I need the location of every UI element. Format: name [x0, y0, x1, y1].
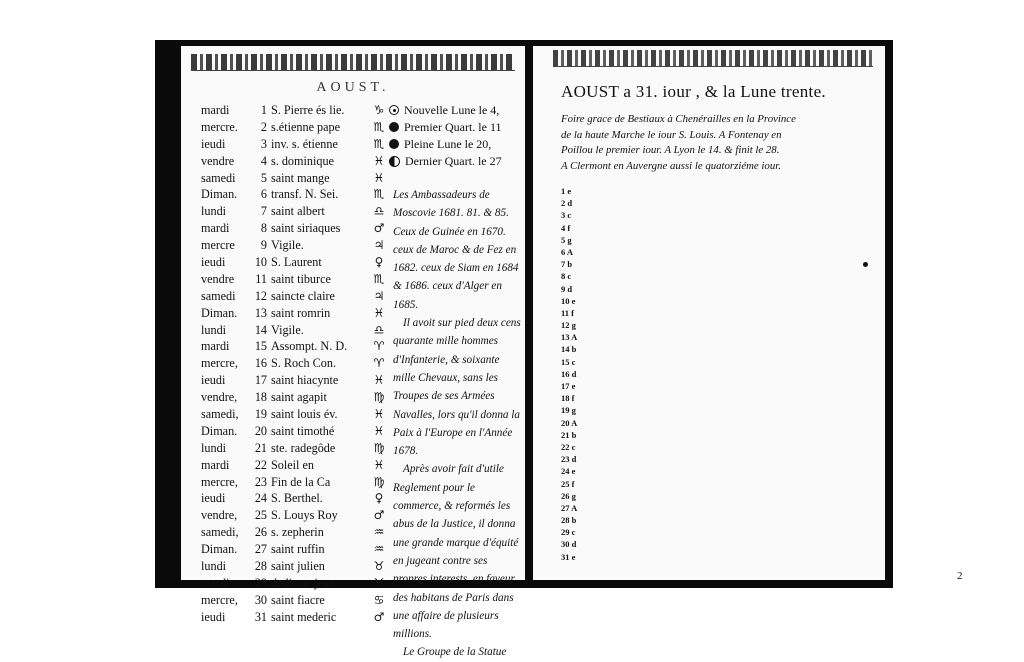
calendar-row: [201, 254, 361, 271]
weekday: ieudi: [201, 491, 226, 506]
day-number: 26: [254, 525, 267, 540]
day-letter: 22 c: [561, 441, 576, 452]
calendar-row: [201, 440, 361, 457]
first-moon-icon: [389, 122, 399, 132]
saint-name: saint ruffin: [271, 542, 325, 557]
zodiac-sign-icon: ♍: [373, 474, 385, 489]
saint-name: Vigile.: [271, 238, 304, 253]
weekday: ieudi: [201, 255, 226, 270]
zodiac-sign-icon: ♏: [373, 119, 385, 134]
day-number: 15: [254, 339, 267, 354]
zodiac-sign-icon: ♍: [373, 440, 385, 455]
weekday: vendre,: [201, 390, 238, 405]
calendar-row: [201, 338, 361, 355]
calendar-list: [201, 102, 361, 626]
calendar-row: [201, 220, 361, 237]
moon-phase-label: Nouvelle Lune le 4,: [404, 103, 500, 117]
day-letter: 4 f: [561, 222, 571, 233]
day-number: 2: [260, 119, 267, 134]
day-letter: 27 A: [561, 502, 578, 513]
saint-name: s. zepherin: [271, 525, 324, 540]
day-letter: 10 e: [561, 295, 576, 306]
day-number: 21: [254, 440, 267, 455]
page-title: AOUST a 31. iour , & la Lune trente.: [561, 82, 826, 101]
day-number: 31: [254, 609, 267, 624]
weekday: mardi: [201, 221, 230, 236]
weekday: mercre,: [201, 474, 238, 489]
weekday: mercre,: [201, 356, 238, 371]
calendar-row: [201, 322, 361, 339]
weekday: mardi: [201, 457, 230, 472]
day-number: 17: [254, 373, 267, 388]
note-reglement: Après avoir fait d'utile Reglement pour le commerce, & reformés les abus de la Justice, il donna une grande marque d'équité en jugeant contre ses propres interests, en faveur des habitans de Paris dans une affaire de plusieurs millions.: [393, 463, 519, 641]
day-letter: 17 e: [561, 381, 576, 391]
zodiac-sign-icon: ♎: [373, 204, 385, 219]
zodiac-sign-icon: ♓: [373, 407, 385, 422]
day-letter: 11 f: [561, 307, 574, 318]
calendar-row: [201, 305, 361, 322]
day-letter: 5 g: [561, 234, 572, 245]
day-letter: 2 d: [561, 198, 573, 209]
weekday: vendre: [201, 153, 235, 168]
day-letter: 8 c: [561, 271, 572, 282]
day-number: 14: [254, 322, 267, 337]
saint-name: Soleil en: [271, 457, 314, 472]
moon-phase-row: [389, 119, 529, 136]
day-number: 22: [254, 457, 267, 472]
calendar-row: [201, 203, 361, 220]
zodiac-sign-icon: ♉: [373, 559, 385, 574]
page-number: 2: [957, 570, 963, 582]
zodiac-sign-icon: ♈: [373, 339, 385, 354]
ornamental-border: [553, 50, 873, 67]
note-groupe: Le Groupe de la Statue: [403, 646, 507, 659]
day-number: 12: [254, 288, 267, 303]
moon-phase-label: Pleine Lune le 20,: [404, 136, 492, 151]
saint-name: saint mange: [271, 170, 330, 185]
right-page: [533, 46, 963, 582]
calendar-row: [201, 237, 361, 254]
full-moon-icon: [389, 139, 399, 149]
calendar-row: [201, 119, 361, 136]
day-letter: 29 c: [561, 527, 576, 538]
calendar-row: [201, 355, 361, 372]
weekday: lundi: [201, 559, 227, 574]
calendar-row: [201, 406, 361, 423]
saint-name: Assompt. N. D.: [271, 339, 348, 354]
zodiac-sign-icon: ♑: [373, 103, 385, 117]
fair-line: de la haute Marche le iour S. Louis. A Fontenay en: [561, 128, 782, 141]
calendar-row: [201, 170, 361, 187]
saint-name: inv. s. étienne: [271, 136, 338, 151]
weekday: samedi: [201, 288, 236, 303]
saint-name: saint romrin: [271, 305, 331, 320]
weekday: mardi: [201, 575, 230, 590]
saint-name: S. Berthel.: [271, 491, 323, 506]
weekday: vendre: [201, 271, 235, 286]
weekday: ieudi: [201, 136, 226, 151]
fair-line: Poillou le premier iour. A Lyon le 14. & finit le 28.: [561, 144, 780, 157]
saint-name: saint hiacynte: [271, 373, 339, 388]
day-letter: 26 g: [561, 490, 576, 501]
note-maroc: ceux de Maroc & de Fez en 1682. ceux de Siam en 1684 & 1686. ceux d'Alger en 1685.: [393, 243, 519, 311]
day-letter: 6 A: [561, 246, 574, 257]
weekday: mardi: [201, 103, 230, 117]
calendar-row: [201, 136, 361, 153]
calendar-row: [201, 474, 361, 491]
day-letter: 14 b: [561, 344, 577, 355]
note-armies: Il avoit sur pied deux cens quarante mille hommes d'Infanterie, & soixante mille Chevaux, sans les Troupes de ses Armées Navalles, lors qu'il donna la Paix à l'Europe en l'Année 1678.: [393, 317, 521, 458]
day-letter: 9 d: [561, 283, 573, 294]
saint-name: saint fiacre: [271, 592, 325, 607]
zodiac-sign-icon: ♓: [373, 153, 385, 168]
zodiac-sign-icon: ♍: [373, 390, 385, 405]
zodiac-sign-icon: ♈: [373, 356, 385, 371]
day-number: 20: [254, 423, 267, 438]
saint-name: transf. N. Sei.: [271, 187, 339, 202]
calendar-row: [201, 609, 361, 626]
day-number: 11: [255, 271, 267, 286]
note-ambassadors: Les Ambassadeurs de Moscovie 1681. 81. & 85.: [393, 189, 509, 220]
saint-name: saint siriaques: [271, 221, 341, 236]
saint-name: saint louis év.: [271, 407, 338, 422]
saint-name: saint julien: [271, 559, 325, 574]
saint-name: saincte claire: [271, 288, 335, 303]
saint-name: saint agapit: [271, 390, 327, 405]
moon-phase-label: Premier Quart. le 11: [404, 119, 502, 134]
zodiac-sign-icon: ♏: [373, 136, 385, 151]
calendar-row: [201, 575, 361, 592]
weekday: mercre,: [201, 592, 238, 607]
zodiac-sign-icon: ♀: [374, 491, 384, 506]
fair-note: [561, 112, 881, 175]
weekday: samedi,: [201, 525, 239, 540]
day-number: 4: [260, 153, 267, 168]
zodiac-sign-icon: ♋: [373, 592, 385, 607]
day-letter: 15 c: [561, 356, 576, 367]
moon-phase-row: [389, 136, 529, 153]
fair-line: Foire grace de Bestiaux à Chenérailles en la Province: [561, 113, 796, 125]
weekday: lundi: [201, 322, 227, 337]
day-number: 27: [254, 542, 267, 557]
saint-name: ste. radegôde: [271, 440, 336, 455]
calendar-row: [201, 507, 361, 524]
saint-name: S. Laurent: [271, 255, 322, 270]
weekday: mercre: [201, 238, 235, 253]
saint-name: saint timothé: [271, 423, 335, 438]
zodiac-sign-icon: ♉: [373, 575, 385, 590]
zodiac-sign-icon: ♓: [373, 423, 385, 438]
weekday: ieudi: [201, 373, 226, 388]
day-number: 25: [254, 508, 267, 523]
ornamental-border: [191, 54, 515, 71]
zodiac-sign-icon: ♎: [373, 322, 385, 337]
weekday: lundi: [201, 440, 227, 455]
day-number: 10: [254, 255, 267, 270]
saint-name: s.étienne pape: [271, 119, 341, 134]
zodiac-sign-icon: ♏: [373, 271, 385, 286]
calendar-row: [201, 102, 361, 119]
day-letter: 28 b: [561, 515, 577, 526]
day-letter: 3 c: [561, 210, 572, 221]
day-letter: 31 e: [561, 551, 576, 562]
calendar-row: [201, 153, 361, 170]
moon-phase-label: Dernier Quart. le 27: [405, 153, 502, 168]
saint-name: Fin de la Ca: [271, 474, 331, 489]
day-letter: 25 f: [561, 478, 575, 489]
saint-name: saint albert: [271, 204, 325, 219]
day-letter: 12 g: [561, 320, 576, 331]
calendar-row: [201, 288, 361, 305]
zodiac-sign-icon: ♓: [373, 170, 385, 185]
weekday: mardi: [201, 339, 230, 354]
note-guinee: Ceux de Guinée en 1670.: [393, 225, 506, 238]
zodiac-sign-icon: ♃: [373, 288, 385, 303]
calendar-row: [201, 457, 361, 474]
moon-phase-row: [389, 102, 529, 119]
day-letter: 13 A: [561, 332, 578, 343]
weekday: ieudi: [201, 609, 226, 624]
calendar-row: [201, 490, 361, 507]
weekday: Diman.: [201, 542, 238, 557]
day-number: 19: [254, 407, 267, 422]
day-number: 29: [254, 575, 267, 590]
weekday: Diman.: [201, 305, 238, 320]
weekday: mercre.: [201, 119, 238, 134]
weekday: Diman.: [201, 423, 238, 438]
zodiac-sign-icon: ♓: [373, 457, 385, 472]
zodiac-sign-icon: ♓: [373, 373, 385, 388]
day-letter: 18 f: [561, 393, 575, 404]
calendar-row: [201, 524, 361, 541]
ink-spot: [863, 262, 868, 267]
zodiac-signs-column: [370, 102, 388, 626]
moon-phase-row: [389, 153, 529, 170]
day-letter: 21 b: [561, 429, 577, 440]
day-number: 24: [254, 491, 267, 506]
saint-name: dedic. s. jean: [271, 575, 335, 590]
day-letter: 16 d: [561, 368, 577, 379]
zodiac-sign-icon: ♒: [373, 525, 385, 540]
day-letter: 19 g: [561, 405, 576, 416]
day-number: 23: [254, 474, 267, 489]
day-letter: 30 d: [561, 539, 577, 550]
zodiac-sign-icon: ♃: [373, 238, 385, 253]
calendar-row: [201, 592, 361, 609]
day-letter: 23 d: [561, 454, 577, 465]
calendar-row: [201, 271, 361, 288]
left-page: [181, 46, 525, 659]
weekday: lundi: [201, 204, 227, 219]
zodiac-sign-icon: ♀: [374, 255, 384, 270]
saint-name: S. Louys Roy: [271, 508, 338, 523]
zodiac-sign-icon: ♂: [373, 609, 385, 624]
day-number: 16: [254, 356, 267, 371]
saint-name: Vigile.: [271, 322, 304, 337]
day-letter: 24 e: [561, 466, 576, 477]
fair-line: A Clermont en Auvergne aussi le quatorziéme iour.: [561, 160, 781, 173]
calendar-row: [201, 558, 361, 575]
zodiac-sign-icon: ♏: [373, 187, 385, 202]
weekday: Diman.: [201, 187, 238, 202]
day-number: 5: [260, 170, 267, 185]
saint-name: saint mederic: [271, 609, 337, 624]
day-number: 3: [260, 136, 267, 151]
saint-name: s. dominique: [271, 153, 334, 168]
calendar-row: [201, 186, 361, 203]
saint-name: S. Roch Con.: [271, 356, 337, 371]
historical-notes: [393, 186, 523, 662]
day-number: 6: [260, 187, 267, 202]
calendar-row: [201, 423, 361, 440]
day-letter: 1 e: [561, 186, 572, 196]
day-number: 1: [260, 103, 267, 117]
weekday: vendre,: [201, 508, 238, 523]
day-number: 8: [260, 221, 267, 236]
calendar-row: [201, 389, 361, 406]
zodiac-sign-icon: ♂: [373, 221, 385, 236]
day-number: 18: [254, 390, 267, 405]
day-number: 13: [254, 305, 267, 320]
zodiac-sign-icon: ♂: [373, 508, 385, 523]
day-number: 7: [260, 204, 267, 219]
day-letter: 7 b: [561, 259, 573, 270]
saint-name: saint tiburce: [271, 271, 331, 286]
day-number: 9: [260, 238, 267, 253]
last-moon-icon: [389, 156, 400, 167]
day-letter: 20 A: [561, 417, 578, 428]
zodiac-sign-icon: ♒: [373, 542, 385, 557]
saint-name: S. Pierre és lie.: [271, 103, 345, 117]
moon-phases: [389, 102, 529, 170]
new-moon-icon: [389, 105, 399, 115]
book-spread: [155, 40, 963, 659]
weekday: samedi: [201, 170, 236, 185]
calendar-row: [201, 541, 361, 558]
day-number: 30: [254, 592, 267, 607]
month-title: AOUST.: [316, 80, 390, 95]
weekday: samedi,: [201, 407, 239, 422]
zodiac-sign-icon: ♓: [373, 305, 385, 320]
day-letters-column: [561, 185, 601, 563]
day-number: 28: [254, 559, 267, 574]
calendar-row: [201, 372, 361, 389]
